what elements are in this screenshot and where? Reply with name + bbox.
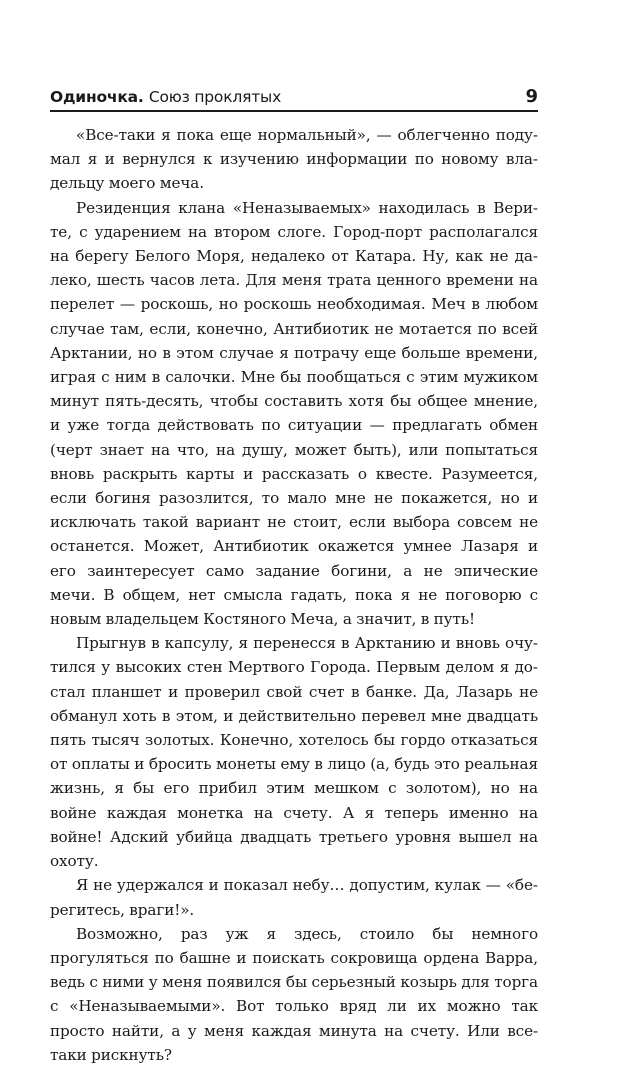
paragraph-1: «Все-таки я пока еще нормальный», — облегченно подумал я и вернулся к изучению информации по новому владельцу моего меча. xyxy=(50,126,538,193)
book-title: Одиночка. xyxy=(50,88,144,106)
paragraph-2: Резиденция клана «Неназываемых» находилась в Верите, с ударением на втором слоге. Город-порт располагался на берегу Белого Моря, недалеко от Катара. Ну, как не далеко, шесть часов лета. Для меня трата ценного времени на перелет — роскошь, но роскошь необходимая. Меч в любом случае там, если, конечно, Антибиотик не мотается по всей Арктании, но в этом случае я потрачу еще больше времени, играя с ним в салочки. Мне бы пообщаться с этим мужиком минут пять-десять, чтобы составить хотя бы общее мнение, и уже тогда действовать по ситуации — предлагать обмен (черт знает на что, на душу, может быть), или попытаться вновь раскрыть карты и рассказать о квесте. Разумеется, если богиня разозлится, то мало мне не покажется, но и исключать такой вариант не стоит, если выбора совсем не останется. Может, Антибиотик окажется умнее Лазаря и его заинтересует само задание богини, а не эпические мечи. В общем, нет смысла гадать, пока я не поговорю с новым владельцем Костяного Меча, а значит, в путь! xyxy=(50,198,538,629)
running-header xyxy=(50,86,538,112)
header-title xyxy=(50,88,281,106)
page-body xyxy=(50,123,538,1067)
page-number: 9 xyxy=(525,86,538,107)
series-title: Союз проклятых xyxy=(148,88,282,106)
paragraph-3: Прыгнув в капсулу, я перенесся в Арктанию и вновь очутился у высоких стен Мертвого Города. Первым делом я достал планшет и проверил свой счет в банке. Да, Лазарь не обманул хоть в этом, и действительно перевел мне двадцать пять тысяч золотых. Конечно, хотелось бы гордо отказаться от оплаты и бросить монеты ему в лицо (а, будь это реальная жизнь, я бы его прибил этим мешком с золотом), но на войне каждая монетка на счету. А я теперь именно на войне! Адский убийца двадцать третьего уровня вышел на охоту. xyxy=(50,634,538,871)
paragraph-5: Возможно, раз уж я здесь, стоило бы немного прогуляться по башне и поискать сокровища ордена Варра, ведь с ними у меня появился бы серьезный козырь для торга с «Неназываемыми». Вот только вряд ли их можно так просто найти, а у меня каждая минута на счету. Или все-таки рискнуть? xyxy=(50,924,538,1064)
paragraph-4: Я не удержался и показал небу… допустим, кулак — «берегитесь, враги!». xyxy=(50,876,538,919)
